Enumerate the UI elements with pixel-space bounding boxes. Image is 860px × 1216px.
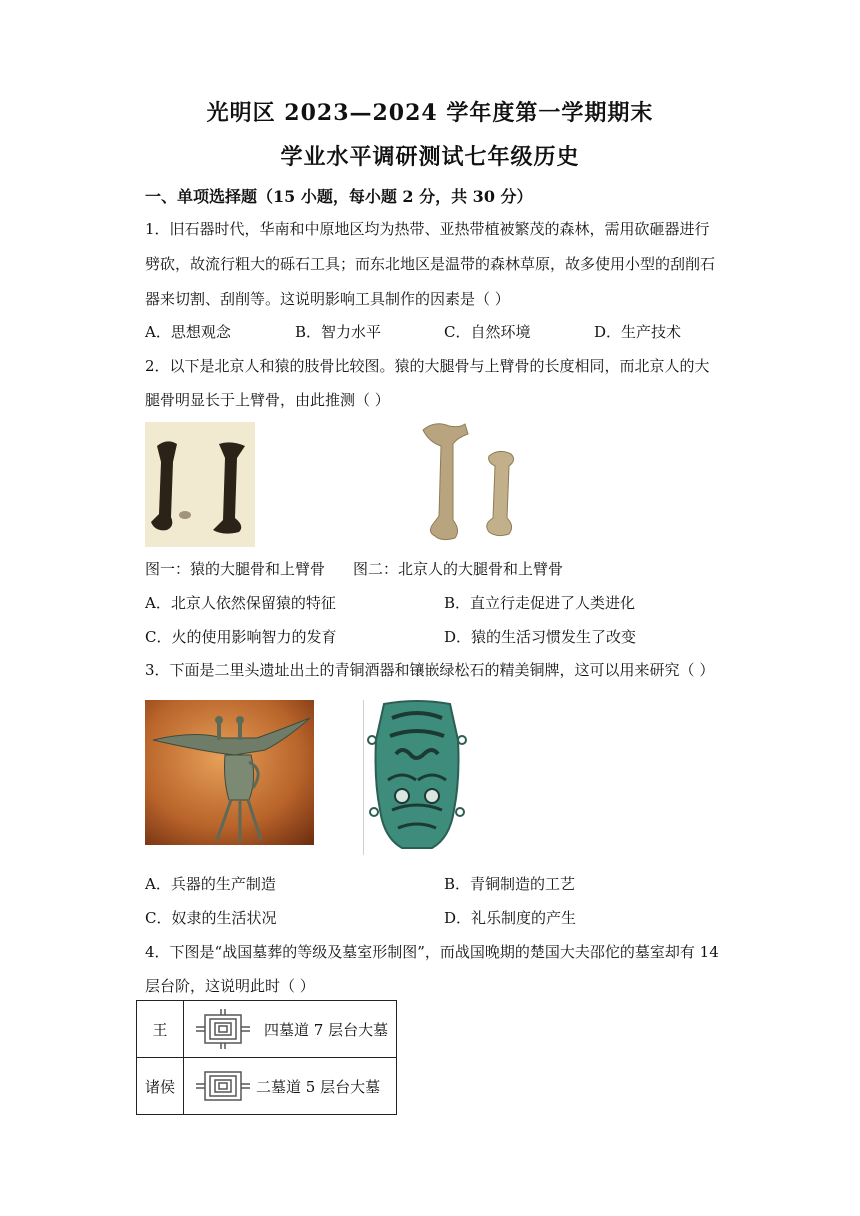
q2-line: 2．以下是北京人和猿的肢骨比较图。猿的大腿骨与上臂骨的长度相同，而北京人的大 — [145, 357, 710, 375]
q4-line: 4．下图是“战国墓葬的等级及墓室形制图”，而战国晚期的楚国大夫邵佗的墓室却有 14 — [145, 943, 719, 961]
ape-bones-figure — [145, 422, 255, 547]
q1-line: 劈砍，故流行粗大的砾石工具；而东北地区是温带的森林草原，故多使用小型的刮削石 — [145, 255, 716, 273]
q2-option-d: D．猿的生活习惯发生了改变 — [444, 628, 637, 646]
q3-option-b: B．青铜制造的工艺 — [444, 875, 576, 893]
tomb-rank-table — [136, 1000, 397, 1115]
figure2-caption: 图二：北京人的大腿骨和上臂骨 — [353, 560, 564, 578]
q2-option-b: B．直立行走促进了人类进化 — [444, 594, 636, 612]
q4-line: 层台阶，这说明此时（ ） — [145, 977, 315, 995]
page-title-line2: 学业水平调研测试七年级历史 — [280, 144, 580, 170]
page-title-line1: 光明区 2023—2024 学年度第一学期期末 — [206, 100, 654, 126]
table-row — [137, 1001, 397, 1058]
four-ramp-tomb-plan-icon — [196, 1009, 250, 1049]
bronze-wine-vessel-photo — [145, 700, 314, 845]
q1-option-c: C．自然环境 — [444, 323, 531, 341]
q3-option-a: A．兵器的生产制造 — [145, 875, 276, 893]
tomb-description: 二墓道 5 层台大墓 — [256, 1077, 381, 1096]
section-heading: 一、单项选择题（15 小题，每小题 2 分，共 30 分） — [145, 187, 533, 206]
q2-option-c: C．火的使用影响智力的发育 — [145, 628, 337, 646]
q2-line: 腿骨明显长于上臂骨，由此推测（ ） — [145, 391, 390, 409]
q3-option-d: D．礼乐制度的产生 — [444, 909, 577, 927]
figure1-caption: 图一：猿的大腿骨和上臂骨 — [145, 560, 326, 578]
q3-line: 3．下面是二里头遗址出土的青铜酒器和镶嵌绿松石的精美铜牌，这可以用来研究（ ） — [145, 661, 715, 679]
turquoise-plaque-photo — [362, 700, 472, 855]
tomb-rank-cell: 诸侯 — [137, 1058, 184, 1115]
peking-man-bones-figure — [413, 420, 528, 545]
q2-option-a: A．北京人依然保留猿的特征 — [145, 594, 336, 612]
table-row — [137, 1058, 397, 1115]
q1-option-b: B．智力水平 — [295, 323, 382, 341]
q1-line: 器来切割、刮削等。这说明影响工具制作的因素是（ ） — [145, 290, 510, 308]
q1-option-d: D．生产技术 — [594, 323, 682, 341]
tomb-description: 四墓道 7 层台大墓 — [264, 1020, 389, 1039]
two-ramp-tomb-plan-icon — [196, 1066, 250, 1106]
q3-option-c: C．奴隶的生活状况 — [145, 909, 277, 927]
q1-option-a: A．思想观念 — [145, 323, 231, 341]
tomb-rank-cell: 王 — [137, 1001, 184, 1058]
q1-line: 1．旧石器时代，华南和中原地区均为热带、亚热带植被繁茂的森林，需用砍砸器进行 — [145, 220, 710, 238]
